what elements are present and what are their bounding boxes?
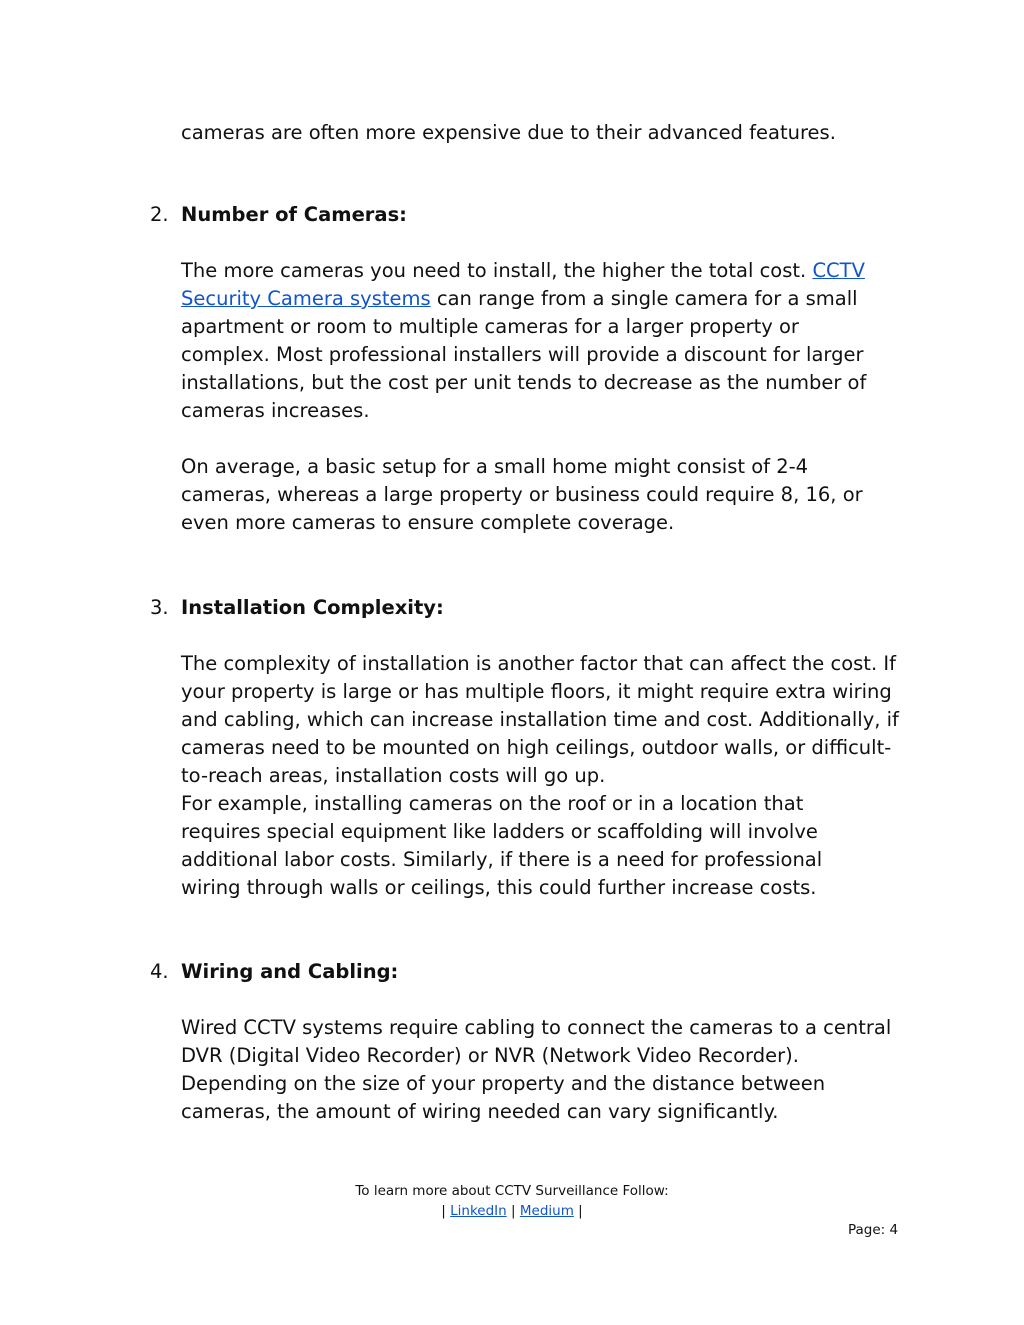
intro-paragraph: cameras are often more expensive due to their advanced features. (181, 121, 836, 144)
linkedin-link[interactable]: LinkedIn (450, 1203, 507, 1219)
section-number: 2. (150, 203, 169, 226)
page-number: Page: 4 (848, 1222, 899, 1238)
number-of-cameras-paragraph-1 (181, 257, 893, 426)
cctv-security-camera-systems-link[interactable]: CCTV Security Camera systems (181, 259, 865, 311)
footer-separator: | (506, 1203, 520, 1219)
installation-complexity-paragraph-1: The complexity of installation is another factor that can affect the cost. If your property is large or has multiple floors, it might require extra wiring and cabling, which can increase installation time and cost. Additionally, if cameras need to be mounted on high ceilings, outdoor walls, or difficult-to-reach areas, installation costs will go up. (181, 652, 899, 788)
wiring-and-cabling-paragraph: Wired CCTV systems require cabling to connect the cameras to a central DVR (Digital Video Recorder) or NVR (Network Video Recorder). Depending on the size of your property and the distance between cameras, the amount of wiring needed can vary significantly. (181, 1016, 892, 1124)
section-number: 3. (150, 596, 169, 619)
paragraph-text: can range from a single camera for a small apartment or room to multiple cameras for a larger property or complex. Most professional installers will provide a discount for larger installations, but the cost per unit tends to decrease as the number of cameras increases. (181, 287, 867, 423)
paragraph-text: The more cameras you need to install, the higher the total cost. (181, 259, 813, 282)
section-heading-wiring-and-cabling: Wiring and Cabling: (181, 960, 399, 983)
footer-links (0, 1202, 1024, 1221)
section-number: 4. (150, 960, 169, 983)
medium-link[interactable]: Medium (519, 1203, 574, 1219)
section-heading-number-of-cameras: Number of Cameras: (181, 203, 407, 226)
section-heading-installation-complexity: Installation Complexity: (181, 596, 444, 619)
footer-separator: | (573, 1203, 583, 1219)
footer-follow-text: To learn more about CCTV Surveillance Follow: (355, 1183, 669, 1199)
installation-complexity-paragraph-2: For example, installing cameras on the roof or in a location that requires special equipment like ladders or scaffolding will involve additional labor costs. Similarly, if there is a need for professional wiring through walls or ceilings, this could further increase costs. (181, 792, 823, 900)
footer-separator: | (441, 1203, 451, 1219)
number-of-cameras-paragraph-2: On average, a basic setup for a small home might consist of 2-4 cameras, whereas a large property or business could require 8, 16, or even more cameras to ensure complete coverage. (181, 455, 863, 535)
